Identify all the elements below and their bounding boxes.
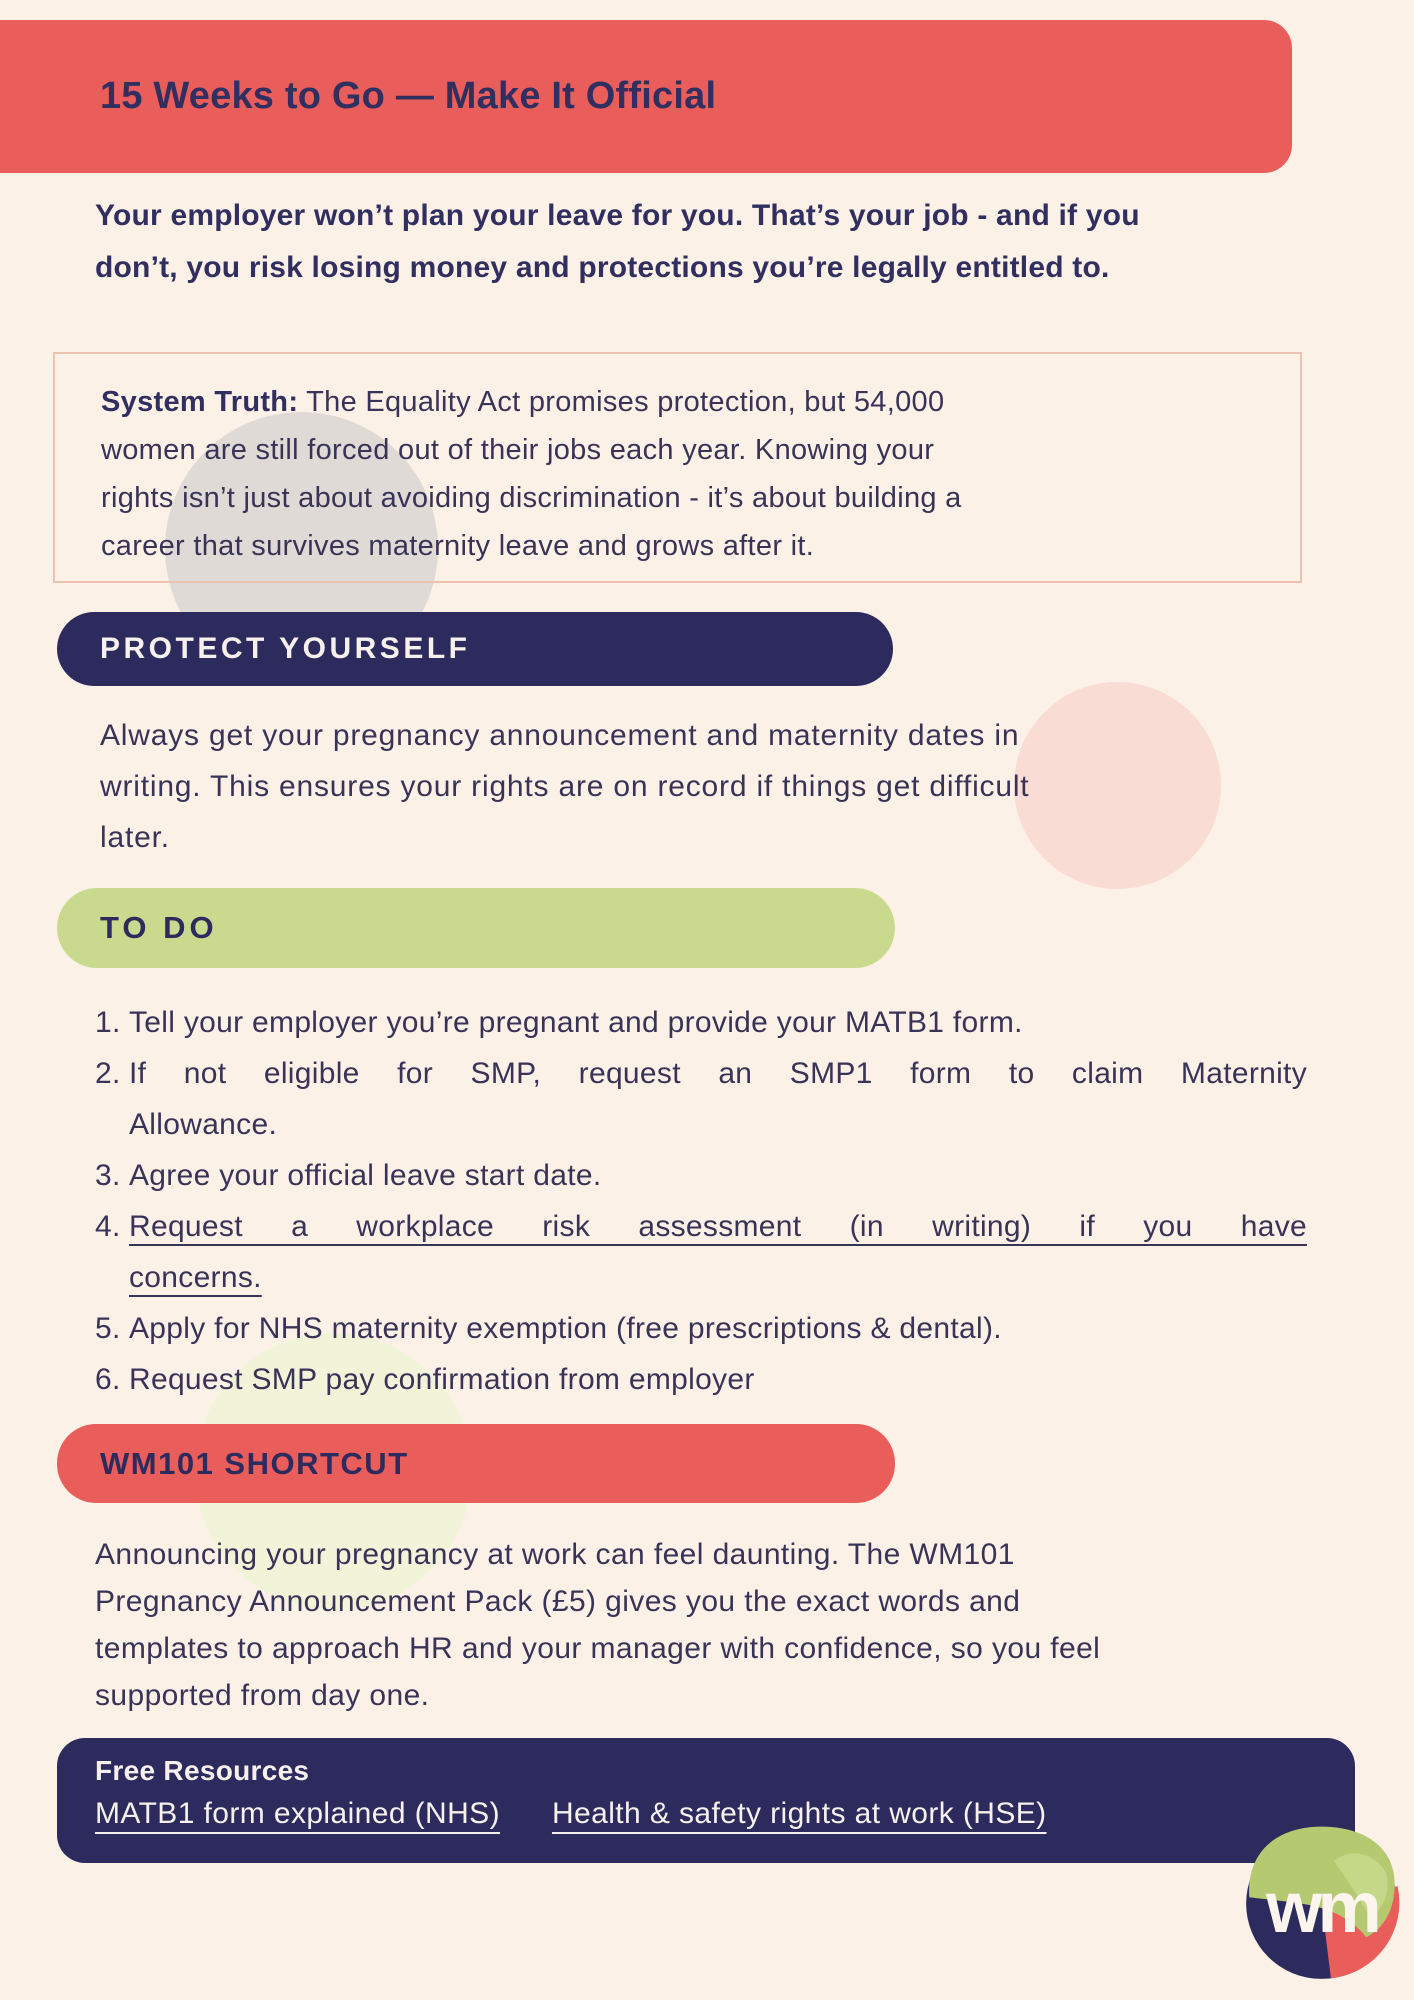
todo-item-number: 6. [95,1363,121,1396]
section-title: WM101 SHORTCUT [100,1445,409,1481]
todo-item-text: Request SMP pay confirmation from employer [129,1363,755,1396]
system-truth-line: women are still forced out of their jobs each year. Knowing your [101,434,935,466]
todo-item-text: If not eligible for SMP, request an SMP1 form to claim Maternity Allowance. [129,1057,1307,1141]
todo-item-number: 5. [95,1312,121,1345]
todo-item-text: Apply for NHS maternity exemption (free prescriptions & dental). [129,1312,1002,1345]
todo-item-text: Tell your employer you’re pregnant and provide your MATB1 form. [129,1006,1023,1039]
todo-item-2 [95,1048,1307,1150]
shortcut-line: Pregnancy Announcement Pack (£5) gives you the exact words and [95,1585,1021,1618]
intro-paragraph [95,190,1320,294]
todo-item-4-link[interactable]: Request a workplace risk assessment (in writing) if you have concerns. [129,1210,1307,1294]
intro-line: don’t, you risk losing money and protections you’re legally entitled to. [95,251,1110,284]
shortcut-line: Announcing your pregnancy at work can feel daunting. The WM101 [95,1538,1015,1571]
protect-line: later. [100,821,170,854]
wm-logo [1243,1822,1400,1982]
section-banner-to-do [57,888,895,968]
shortcut-line: supported from day one. [95,1679,430,1712]
todo-item-number: 2. [95,1057,121,1090]
todo-item-number: 3. [95,1159,121,1192]
shortcut-paragraph [95,1531,1335,1719]
page-title: 15 Weeks to Go — Make It Official [100,75,717,117]
section-banner-wm101-shortcut [57,1424,895,1503]
todo-item-number: 1. [95,1006,121,1039]
todo-item-1 [95,997,1307,1048]
intro-line: Your employer won’t plan your leave for you. That’s your job - and if you [95,199,1140,232]
section-title: PROTECT YOURSELF [100,632,471,665]
todo-item-number: 4. [95,1210,121,1243]
section-title: TO DO [100,910,218,945]
link-health-safety-hse[interactable]: Health & safety rights at work (HSE) [551,1797,1047,1830]
system-truth-line: career that survives maternity leave and grows after it. [101,530,815,562]
section-banner-protect-yourself [57,612,893,686]
wm-logo-graphic [1243,1822,1400,1982]
free-resources-box [57,1738,1355,1863]
system-truth-box [53,352,1302,583]
todo-item-6 [95,1354,1307,1405]
todo-item-4 [95,1201,1307,1303]
system-truth-label: System Truth: [101,386,299,418]
protect-line: writing. This ensures your rights are on record if things get difficult [100,770,1030,803]
todo-item-3 [95,1150,1307,1201]
todo-item-5 [95,1303,1307,1354]
todo-list [95,997,1307,1405]
free-resources-links [95,1797,1317,1831]
protect-paragraph [100,710,1280,863]
svg-text:wm: wm [1266,1867,1377,1948]
link-matb1-form-nhs[interactable]: MATB1 form explained (NHS) [95,1797,500,1830]
header-banner [0,20,1292,173]
todo-item-text: Agree your official leave start date. [129,1159,602,1192]
protect-line: Always get your pregnancy announcement and maternity dates in [100,719,1020,752]
shortcut-line: templates to approach HR and your manager with confidence, so you feel [95,1632,1101,1665]
system-truth-line: rights isn’t just about avoiding discrimination - it’s about building a [101,482,962,514]
free-resources-title: Free Resources [95,1755,310,1786]
system-truth-line: System Truth: The Equality Act promises protection, but 54,000 [101,386,945,418]
